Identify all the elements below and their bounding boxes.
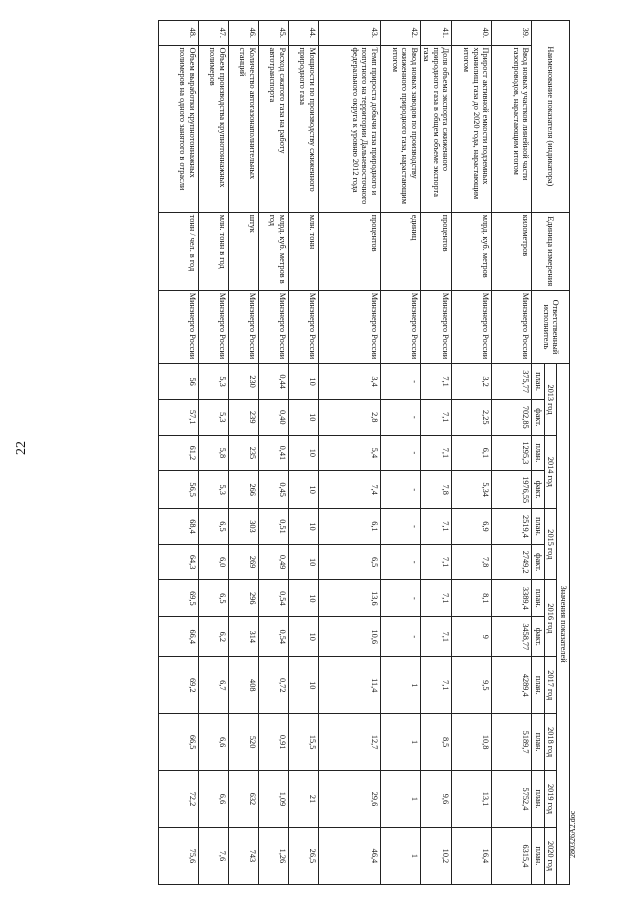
unit-of-measure: млн. тонн [288, 212, 318, 290]
value-cell: 0,49 [258, 544, 288, 580]
value-cell: 6,6 [198, 714, 228, 771]
value-cell: 6,5 [198, 509, 228, 545]
value-cell: 5,3 [198, 471, 228, 509]
value-cell: 7,8 [420, 471, 452, 509]
value-cell: 7,1 [420, 364, 452, 400]
indicator-name: Объем выработки крупнотоннажных полимеров на одного занятого в отрасли [158, 45, 198, 212]
value-cell: 0,40 [258, 399, 288, 435]
value-cell: 61,2 [158, 435, 198, 471]
header-plan: план. [532, 580, 545, 617]
value-cell: 12,7 [318, 714, 380, 771]
row-number: 47. [198, 21, 228, 46]
value-cell: 375,77 [492, 364, 532, 400]
value-cell: 16,4 [452, 827, 492, 884]
table-row [318, 21, 380, 885]
indicators-table-wrapper [60, 20, 570, 885]
value-cell: 10 [288, 580, 318, 617]
value-cell: 57,1 [158, 399, 198, 435]
value-cell: 10 [288, 364, 318, 400]
value-cell: 1 [380, 657, 420, 714]
header-year-2018: 2018 год [544, 714, 557, 771]
value-cell: 7,1 [420, 580, 452, 617]
value-cell: 6,1 [452, 435, 492, 471]
value-cell: 269 [228, 544, 258, 580]
table-row [198, 21, 228, 885]
value-cell: 0,44 [258, 364, 288, 400]
table-row [452, 21, 492, 885]
value-cell: 13,6 [318, 580, 380, 617]
value-cell: 8,1 [452, 580, 492, 617]
value-cell: 303 [228, 509, 258, 545]
indicators-table [158, 20, 570, 885]
responsible-executor: Минэнерго России [228, 290, 258, 364]
value-cell: 10 [288, 544, 318, 580]
value-cell: 7,1 [420, 399, 452, 435]
value-cell: 7,4 [318, 471, 380, 509]
value-cell: - [380, 471, 420, 509]
value-cell: 15,5 [288, 714, 318, 771]
indicator-name: Объем производства крупнотоннажных полимеров [198, 45, 228, 212]
value-cell: 46,4 [318, 827, 380, 884]
value-cell: 66,4 [158, 617, 198, 657]
value-cell: 3,4 [318, 364, 380, 400]
value-cell: 26,5 [288, 827, 318, 884]
row-number: 41. [420, 21, 452, 46]
value-cell: 5,3 [198, 399, 228, 435]
table-row [492, 21, 532, 885]
responsible-executor: Минэнерго России [198, 290, 228, 364]
value-cell: - [380, 509, 420, 545]
value-cell: 10 [288, 509, 318, 545]
value-cell: 7,1 [420, 617, 452, 657]
value-cell: 11,4 [318, 657, 380, 714]
responsible-executor: Минэнерго России [452, 290, 492, 364]
row-number: 45. [258, 21, 288, 46]
value-cell: 10 [288, 471, 318, 509]
header-plan: план. [532, 364, 545, 400]
header-year-2016: 2016 год [544, 580, 557, 657]
value-cell: 56,5 [158, 471, 198, 509]
indicator-name: Ввод новых участков линейной части газопроводов, нарастающим итогом [492, 45, 532, 212]
indicator-name: Прирост активной емкости подземных хранилищ газа до 2020 года, нарастающим итогом [452, 45, 492, 212]
header-plan: план. [532, 714, 545, 771]
value-cell: 29,6 [318, 771, 380, 828]
header-fact: факт. [532, 471, 545, 509]
unit-of-measure: штук [228, 212, 258, 290]
value-cell: 69,5 [158, 580, 198, 617]
value-cell: 702,85 [492, 399, 532, 435]
indicator-name: Количество автогазонаполнительных станций [228, 45, 258, 212]
value-cell: 7,1 [420, 544, 452, 580]
header-indicator-name: Наименование показателя (индикатора) [532, 21, 570, 213]
value-cell: 1,09 [258, 771, 288, 828]
table-row [228, 21, 258, 885]
unit-of-measure: млрд. куб. метров в год [258, 212, 288, 290]
value-cell: 6,5 [318, 544, 380, 580]
value-cell: 69,2 [158, 657, 198, 714]
value-cell: 8,5 [420, 714, 452, 771]
value-cell: 7,1 [420, 509, 452, 545]
value-cell: 5,34 [452, 471, 492, 509]
value-cell: 2749,2 [492, 544, 532, 580]
responsible-executor: Минэнерго России [318, 290, 380, 364]
value-cell: 0,54 [258, 580, 288, 617]
value-cell: 520 [228, 714, 258, 771]
responsible-executor: Минэнерго России [158, 290, 198, 364]
indicator-name: Темп прироста добычи газа природного и попутного на территории Дальневосточного федерального округа к уровню 2012 года [318, 45, 380, 212]
value-cell: 9 [452, 617, 492, 657]
value-cell: 2519,4 [492, 509, 532, 545]
value-cell: 21 [288, 771, 318, 828]
header-plan: план. [532, 657, 545, 714]
value-cell: 10 [288, 399, 318, 435]
value-cell: 10,8 [452, 714, 492, 771]
unit-of-measure: млн. тонн в год [198, 212, 228, 290]
header-year-2013: 2013 год [544, 364, 557, 435]
value-cell: - [380, 580, 420, 617]
indicator-name: Мощности по производству сжиженного природного газа [288, 45, 318, 212]
value-cell: 68,4 [158, 509, 198, 545]
value-cell: 75,6 [158, 827, 198, 884]
value-cell: 5752,4 [492, 771, 532, 828]
value-cell: - [380, 435, 420, 471]
table-row [420, 21, 452, 885]
value-cell: 5,4 [318, 435, 380, 471]
value-cell: 1 [380, 771, 420, 828]
value-cell: 6,9 [452, 509, 492, 545]
unit-of-measure: процентов [420, 212, 452, 290]
row-number: 40. [452, 21, 492, 46]
value-cell: 4289,4 [492, 657, 532, 714]
value-cell: 296 [228, 580, 258, 617]
value-cell: 5189,7 [492, 714, 532, 771]
value-cell: 10,2 [420, 827, 452, 884]
header-plan: план. [532, 509, 545, 545]
value-cell: 239 [228, 399, 258, 435]
row-number: 39. [492, 21, 532, 46]
value-cell: 7,6 [198, 827, 228, 884]
unit-of-measure: единиц [380, 212, 420, 290]
value-cell: 3458,77 [492, 617, 532, 657]
table-body [158, 21, 532, 885]
indicator-name: Ввод новых заводов по производству сжиженного природного газа, нарастающим итогом [380, 45, 420, 212]
row-number: 44. [288, 21, 318, 46]
header-fact: факт. [532, 544, 545, 580]
value-cell: 3389,4 [492, 580, 532, 617]
header-year-2020: 2020 год [544, 827, 557, 884]
value-cell: 1 [380, 714, 420, 771]
value-cell: 6,1 [318, 509, 380, 545]
value-cell: 408 [228, 657, 258, 714]
value-cell: 743 [228, 827, 258, 884]
table-row [258, 21, 288, 885]
responsible-executor: Минэнерго России [492, 290, 532, 364]
value-cell: 6,2 [198, 617, 228, 657]
table-row [158, 21, 198, 885]
header-year-2019: 2019 год [544, 771, 557, 828]
value-cell: 0,51 [258, 509, 288, 545]
value-cell: 314 [228, 617, 258, 657]
value-cell: 72,2 [158, 771, 198, 828]
value-cell: - [380, 399, 420, 435]
unit-of-measure: процентов [318, 212, 380, 290]
value-cell: 0,54 [258, 617, 288, 657]
value-cell: 9,6 [420, 771, 452, 828]
row-number: 43. [318, 21, 380, 46]
row-number: 46. [228, 21, 258, 46]
value-cell: 7,1 [420, 657, 452, 714]
value-cell: 6,6 [198, 771, 228, 828]
value-cell: 230 [228, 364, 258, 400]
value-cell: - [380, 544, 420, 580]
value-cell: 632 [228, 771, 258, 828]
value-cell: 2,25 [452, 399, 492, 435]
value-cell: 9,5 [452, 657, 492, 714]
value-cell: - [380, 364, 420, 400]
value-cell: 1295,3 [492, 435, 532, 471]
page-number: 22 [14, 441, 29, 455]
value-cell: 6315,4 [492, 827, 532, 884]
table-row [380, 21, 420, 885]
header-plan: план. [532, 435, 545, 471]
header-plan: план. [532, 771, 545, 828]
table-row [288, 21, 318, 885]
header-plan: план. [532, 827, 545, 884]
value-cell: 2,8 [318, 399, 380, 435]
value-cell: 5,8 [198, 435, 228, 471]
value-cell: 3,2 [452, 364, 492, 400]
value-cell: 266 [228, 471, 258, 509]
value-cell: 10,6 [318, 617, 380, 657]
value-cell: 235 [228, 435, 258, 471]
header-unit: Единица измерения [532, 212, 570, 290]
value-cell: 1 [380, 827, 420, 884]
row-number: 42. [380, 21, 420, 46]
responsible-executor: Минэнерго России [288, 290, 318, 364]
value-cell: 10 [288, 435, 318, 471]
value-cell: 6,5 [198, 580, 228, 617]
indicator-name: Доля объема экспорта сжиженного природного газа в общем объеме экспорта газа [420, 45, 452, 212]
responsible-executor: Минэнерго России [420, 290, 452, 364]
value-cell: 5,3 [198, 364, 228, 400]
value-cell: 0,72 [258, 657, 288, 714]
value-cell: 10 [288, 657, 318, 714]
header-fact: факт. [532, 399, 545, 435]
unit-of-measure: километров [492, 212, 532, 290]
value-cell: 6,7 [198, 657, 228, 714]
value-cell: 7,1 [420, 435, 452, 471]
value-cell: 1976,55 [492, 471, 532, 509]
value-cell: 66,5 [158, 714, 198, 771]
header-responsible: Ответственный исполнитель [532, 290, 570, 364]
value-cell: 10 [288, 617, 318, 657]
header-year-2014: 2014 год [544, 435, 557, 509]
row-number: 48. [158, 21, 198, 46]
value-cell: 13,1 [452, 771, 492, 828]
unit-of-measure: млрд. куб. метров [452, 212, 492, 290]
responsible-executor: Минэнерго России [380, 290, 420, 364]
value-cell: 0,91 [258, 714, 288, 771]
header-year-2015: 2015 год [544, 509, 557, 580]
value-cell: 7,8 [452, 544, 492, 580]
responsible-executor: Минэнерго России [258, 290, 288, 364]
value-cell: 0,41 [258, 435, 288, 471]
header-fact: факт. [532, 617, 545, 657]
indicator-name: Расход сжатого газа на работу автотранспорта [258, 45, 288, 212]
value-cell: - [380, 617, 420, 657]
value-cell: 6,0 [198, 544, 228, 580]
value-cell: 56 [158, 364, 198, 400]
unit-of-measure: тонн / чел. в год [158, 212, 198, 290]
document-code: 280326A2.doc [568, 810, 577, 858]
value-cell: 0,45 [258, 471, 288, 509]
value-cell: 64,3 [158, 544, 198, 580]
value-cell: 1,26 [258, 827, 288, 884]
header-year-2017: 2017 год [544, 657, 557, 714]
header-values: Значения показателей [557, 364, 570, 885]
